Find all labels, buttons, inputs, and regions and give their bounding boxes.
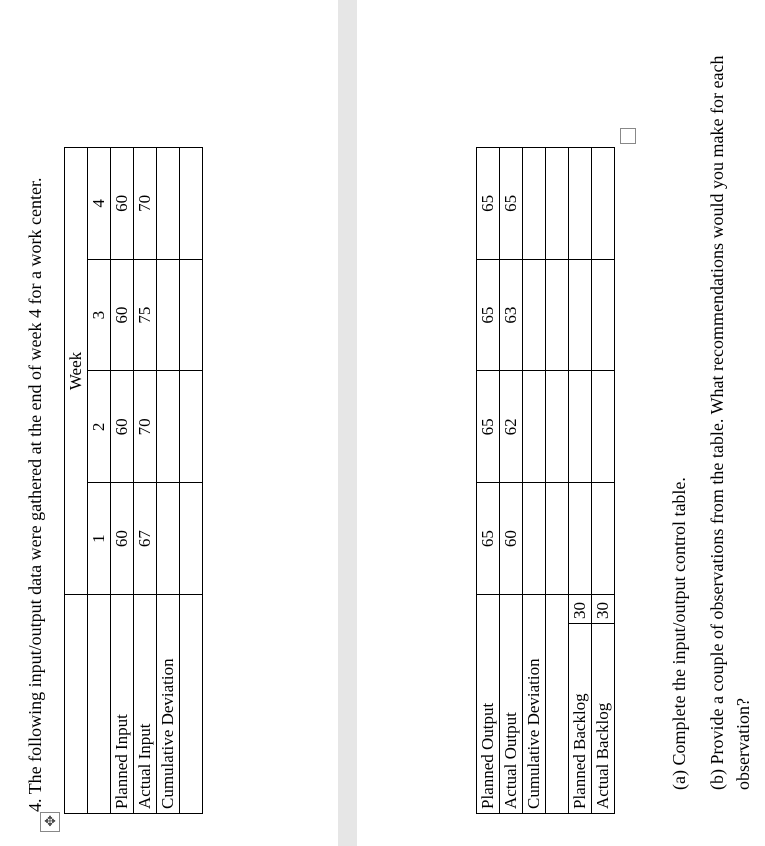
row-label: Actual Output bbox=[500, 595, 523, 814]
table-row bbox=[88, 148, 111, 814]
table-cell: 62 bbox=[500, 371, 523, 483]
table-cell: 65 bbox=[477, 259, 500, 371]
table-row bbox=[111, 148, 134, 814]
table-cell[interactable] bbox=[569, 148, 592, 260]
table-cell: 65 bbox=[477, 148, 500, 260]
initial-backlog: 30 bbox=[569, 595, 591, 624]
table-row bbox=[500, 148, 523, 814]
move-arrows-icon[interactable]: ✥ bbox=[40, 812, 60, 832]
week-number: 3 bbox=[88, 259, 111, 371]
table-cell: 65 bbox=[477, 483, 500, 595]
table-cell: 65 bbox=[477, 371, 500, 483]
week-number: 2 bbox=[88, 371, 111, 483]
input-table bbox=[64, 147, 203, 814]
table-cell: 70 bbox=[134, 148, 157, 260]
table-cell: 67 bbox=[134, 483, 157, 595]
table-cell: 60 bbox=[111, 148, 134, 260]
table-cell[interactable] bbox=[569, 371, 592, 483]
subquestion-b: (b) Provide a couple of observations from the table. What recommendations would you make for each observation? bbox=[707, 55, 753, 790]
backlog-label-cell bbox=[592, 595, 615, 814]
row-label: Planned Backlog bbox=[570, 693, 589, 809]
table-cell[interactable] bbox=[523, 148, 546, 260]
table-cell: 60 bbox=[111, 483, 134, 595]
table-cell[interactable] bbox=[523, 259, 546, 371]
table-cell bbox=[546, 483, 569, 595]
table-row bbox=[592, 148, 615, 814]
table-cell bbox=[546, 371, 569, 483]
subquestion-a: (a) Complete the input/output control table. bbox=[669, 477, 689, 790]
table-cell bbox=[546, 148, 569, 260]
table-row bbox=[65, 148, 88, 814]
table-cell[interactable] bbox=[592, 148, 615, 260]
row-label: Actual Backlog bbox=[593, 702, 612, 809]
table-cell: 70 bbox=[134, 371, 157, 483]
table-cell bbox=[546, 259, 569, 371]
backlog-label-cell bbox=[569, 595, 592, 814]
table-cell bbox=[180, 371, 203, 483]
table-cell bbox=[180, 259, 203, 371]
table-cell: 60 bbox=[111, 259, 134, 371]
subquestions bbox=[666, 30, 765, 790]
table-row bbox=[157, 148, 180, 814]
table-row bbox=[180, 148, 203, 814]
table-cell[interactable] bbox=[523, 483, 546, 595]
table-cell[interactable] bbox=[523, 371, 546, 483]
table-cell: 75 bbox=[134, 259, 157, 371]
table-cell bbox=[180, 148, 203, 260]
table-cell[interactable] bbox=[592, 259, 615, 371]
question-text: 4. The following input/output data were gathered at the end of week 4 for a work center. bbox=[25, 177, 45, 812]
week-number: 4 bbox=[88, 148, 111, 260]
page-gutter bbox=[338, 0, 357, 846]
table-cell bbox=[546, 595, 569, 814]
row-label: Planned Input bbox=[111, 595, 134, 814]
table-cell bbox=[180, 595, 203, 814]
row-label: Planned Output bbox=[477, 595, 500, 814]
table-cell bbox=[180, 483, 203, 595]
week-number: 1 bbox=[88, 483, 111, 595]
table-cell[interactable] bbox=[569, 483, 592, 595]
table-cell[interactable] bbox=[569, 259, 592, 371]
row-label: Cumulative Deviation bbox=[157, 595, 180, 814]
table-row bbox=[134, 148, 157, 814]
table-row bbox=[523, 148, 546, 814]
table-row bbox=[569, 148, 592, 814]
week-header: Week bbox=[65, 148, 88, 595]
table-cell[interactable] bbox=[157, 371, 180, 483]
table-cell bbox=[88, 595, 111, 814]
table-row bbox=[546, 148, 569, 814]
row-label: Actual Input bbox=[134, 595, 157, 814]
corner-cell bbox=[65, 595, 88, 814]
table-cell[interactable] bbox=[592, 371, 615, 483]
table-cell: 65 bbox=[500, 148, 523, 260]
table-cell[interactable] bbox=[157, 148, 180, 260]
table-cell: 60 bbox=[111, 371, 134, 483]
table-cell[interactable] bbox=[157, 483, 180, 595]
table-row bbox=[477, 148, 500, 814]
resize-box-icon[interactable] bbox=[620, 128, 636, 144]
table-cell[interactable] bbox=[157, 259, 180, 371]
initial-backlog: 30 bbox=[592, 595, 614, 624]
table-cell: 60 bbox=[500, 483, 523, 595]
table-cell[interactable] bbox=[592, 483, 615, 595]
output-table bbox=[476, 147, 615, 814]
row-label: Cumulative Deviation bbox=[523, 595, 546, 814]
table-cell: 63 bbox=[500, 259, 523, 371]
